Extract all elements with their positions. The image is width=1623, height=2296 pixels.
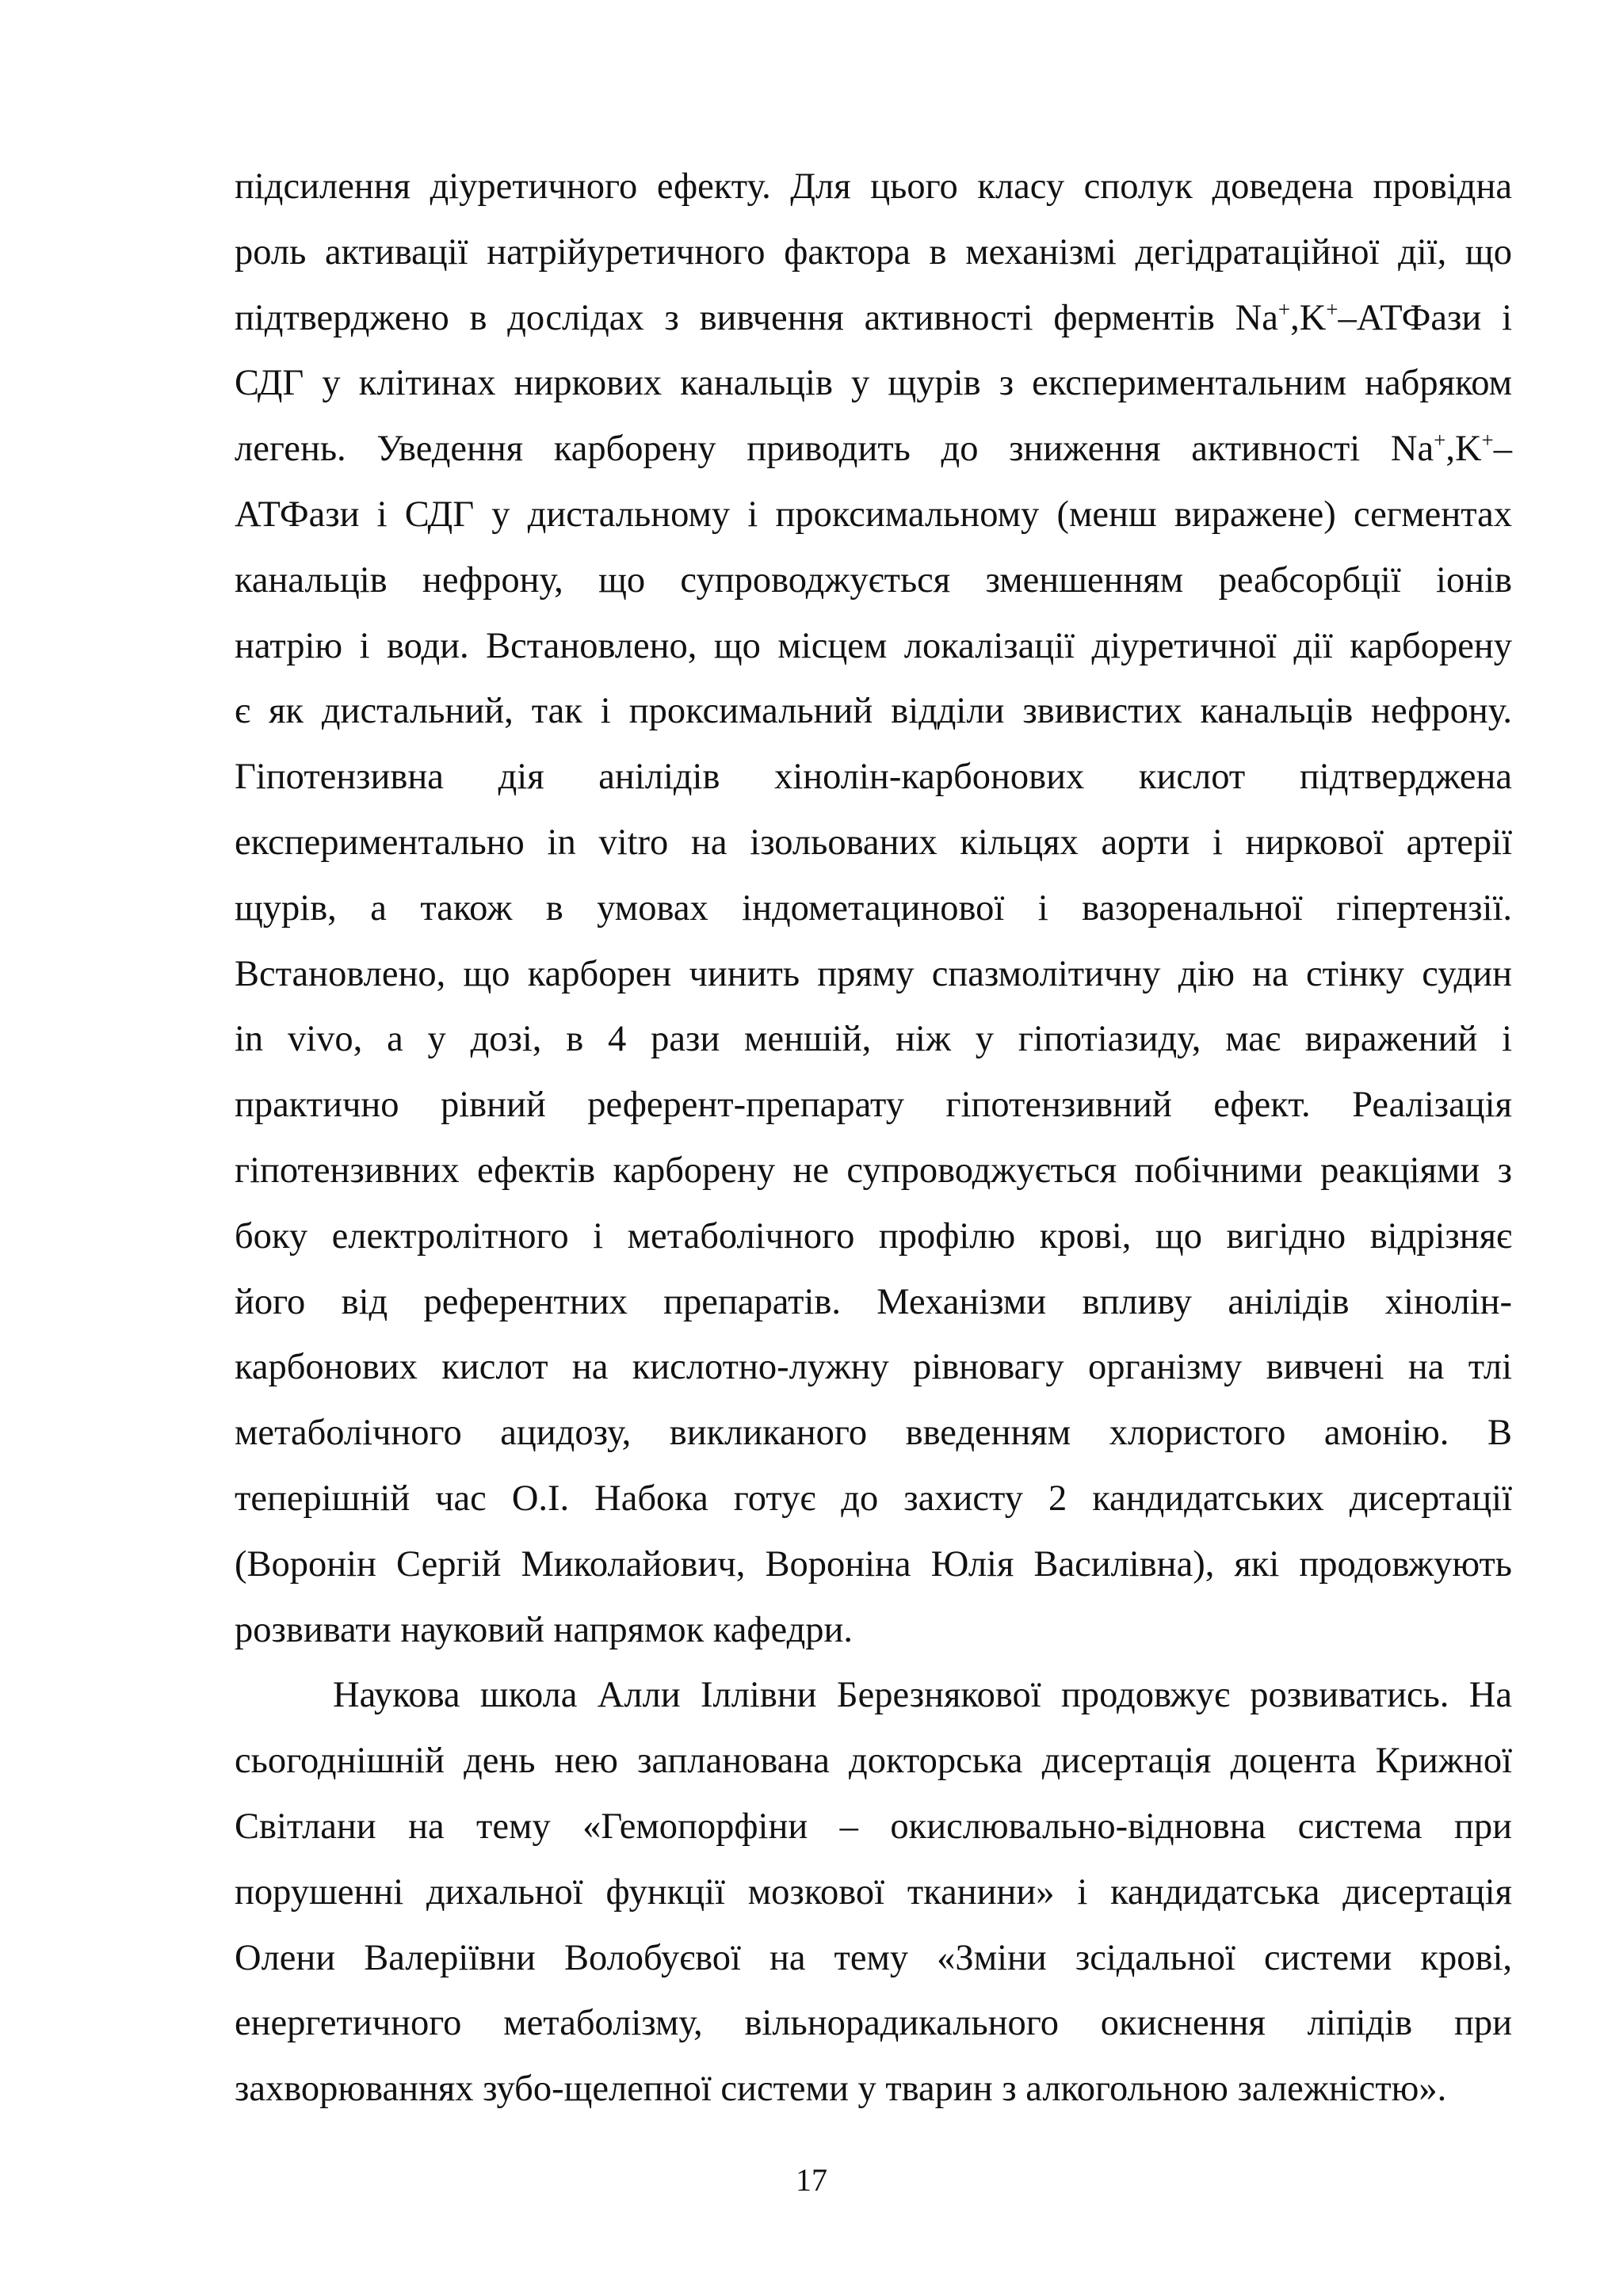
text-line: захворюваннях зубо-щелепної системи у тварин з алкогольною залежністю». [235,2069,1447,2110]
text-line: Світлани на тему «Гемопорфіни – окислювально-відновна система при [235,1806,1512,1847]
text-line: in vivo, а у дозі, в 4 рази меншій, ніж у гіпотіазиду, має виражений і [235,1019,1512,1060]
line-segment: легень. Уведення карборену приводить до зниження активності Na [235,429,1434,470]
text-line: Олени Валеріївни Волобуєвої на тему «Зміни зсідальної системи крові, [235,1937,1512,1978]
text-line: порушенні дихальної функції мозкової тканини» і кандидатська дисертація [235,1871,1512,1913]
text-line: підсилення діуретичного ефекту. Для цього класу сполук доведена провідна [235,166,1512,207]
superscript-plus: + [1277,296,1291,321]
line-segment: ,K [1290,297,1327,338]
text-line: роль активації натрійуретичного фактора в механізмі дегідратаційної дії, що [235,231,1512,273]
body-text [235,154,1512,2122]
text-line: експериментально in vitro на ізольованих кільцях аорти і ниркової артерії [235,822,1512,863]
text-line: щурів, а також в умовах індометацинової і вазоренальної гіпертензії. [235,887,1512,929]
text-line: є як дистальний, так і проксимальний відділи звивистих канальців нефрону. [235,691,1512,732]
paragraph-first-line: Наукова школа Алли Іллівни Березнякової продовжує розвиватись. На [333,1675,1512,1716]
text-line: натрію і води. Встановлено, що місцем локалізації діуретичної дії карборену [235,625,1512,666]
page-number: 17 [796,2162,827,2198]
text-line [235,286,1512,352]
line-segment: –АТФази і [1338,297,1512,338]
line-segment: підтверджено в дослідах з вивчення активності ферментів Na [235,297,1278,338]
text-line: сьогоднішній день нею запланована докторська дисертація доцента Крижної [235,1741,1512,1782]
text-line: карбонових кислот на кислотно-лужну рівновагу організму вивчені на тлі [235,1347,1512,1388]
superscript-plus: + [1481,428,1494,452]
text-line: розвивати науковий напрямок кафедри. [235,1609,853,1650]
line-segment: ,K [1445,429,1482,470]
text-line: Встановлено, що карборен чинить пряму спазмолітичну дію на стінку судин [235,953,1512,994]
text-line: Гіпотензивна дія анілідів хінолін-карбонових кислот підтверджена [235,757,1512,798]
text-line: метаболічного ацидозу, викликаного введенням хлористого амонію. В [235,1413,1512,1454]
text-line: практично рівний референт-препарату гіпотензивний ефект. Реалізація [235,1085,1512,1126]
text-line: енергетичного метаболізму, вільнорадикального окиснення ліпідів при [235,2003,1512,2044]
text-line: канальців нефрону, що супроводжується зменшенням реабсорбції іонів [235,559,1512,601]
text-line: гіпотензивних ефектів карборену не супроводжується побічними реакціями з [235,1150,1512,1191]
text-line: його від референтних препаратів. Механізми впливу анілідів хінолін- [235,1281,1512,1322]
text-line: СДГ у клітинах ниркових канальців у щурів з експериментальним набряком [235,363,1512,404]
superscript-plus: + [1434,428,1446,452]
text-line: (Воронін Сергій Миколайович, Вороніна Юлія Василівна), які продовжують [235,1543,1512,1585]
text-line: АТФази і СДГ у дистальному і проксимальному (менш виражене) сегментах [235,494,1512,535]
superscript-plus: + [1326,296,1338,321]
line-segment: – [1493,429,1512,470]
text-line: боку електролітного і метаболічного профілю крові, що вигідно відрізняє [235,1215,1512,1257]
text-line: теперішній час О.І. Набока готує до захисту 2 кандидатських дисертації [235,1478,1512,1519]
text-line [235,417,1512,482]
